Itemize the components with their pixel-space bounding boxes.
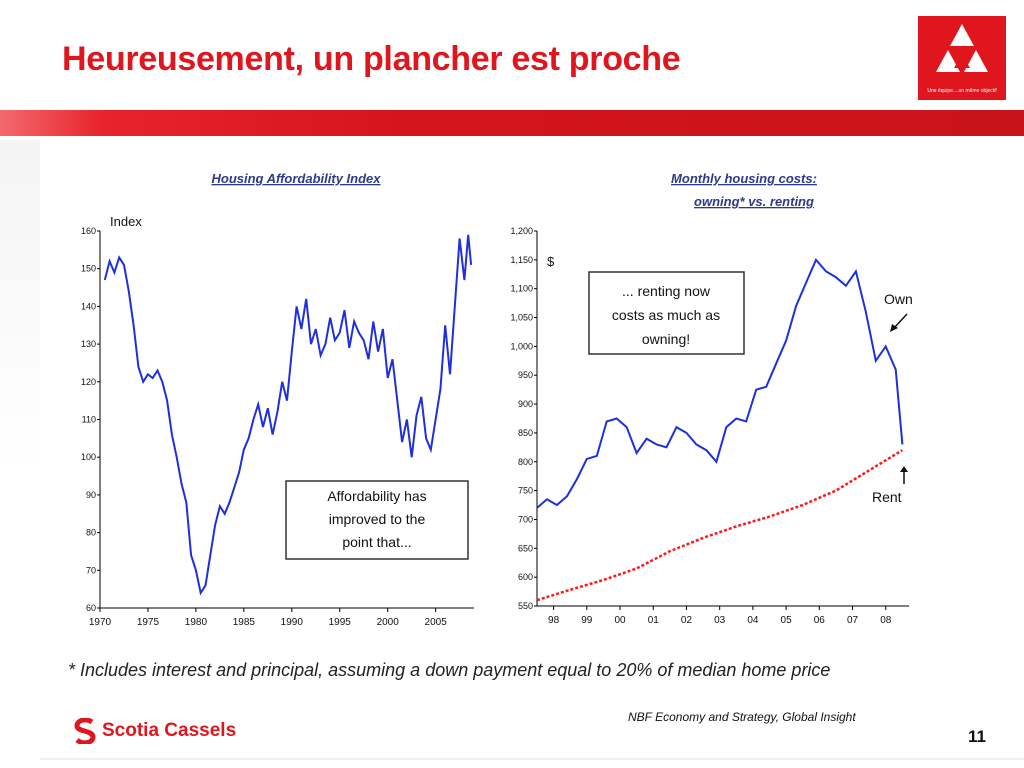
- x-tick-label: 06: [813, 615, 825, 626]
- y-tick-label: 1,000: [510, 341, 533, 352]
- right-chart-ylabel: $: [547, 254, 555, 269]
- x-tick-label: 00: [614, 615, 626, 626]
- logo-tagline: Une équipe....un même objectif: [927, 88, 997, 94]
- x-tick-label: 1970: [88, 617, 112, 628]
- x-tick-label: 98: [548, 615, 560, 626]
- y-tick-label: 1,150: [510, 254, 533, 265]
- left-chart-title: Housing Affordability Index: [211, 171, 381, 186]
- page-number: 11: [968, 727, 986, 746]
- brand-name: Scotia Cassels: [102, 720, 237, 741]
- y-tick-label: 110: [81, 414, 96, 425]
- left-chart-ylabel: Index: [110, 214, 142, 229]
- y-tick-label: 750: [517, 485, 533, 496]
- footnote: * Includes interest and principal, assuming a down payment equal to 20% of median home price: [68, 660, 831, 680]
- x-tick-label: 04: [747, 615, 759, 626]
- y-tick-label: 60: [85, 603, 96, 613]
- x-tick-label: 2000: [376, 617, 399, 628]
- right-annotation-line-2: costs as much as: [611, 307, 721, 323]
- rent-series-line: [537, 450, 902, 600]
- y-tick-label: 70: [85, 565, 96, 576]
- x-tick-label: 1980: [184, 617, 208, 628]
- x-tick-label: 07: [846, 615, 859, 626]
- x-tick-label: 1985: [232, 617, 255, 628]
- scotia-cassels-logo: [74, 717, 236, 745]
- x-tick-label: 08: [880, 615, 892, 626]
- y-tick-label: 1,100: [510, 283, 533, 294]
- right-chart-title-line-2: owning* vs. renting: [694, 194, 814, 209]
- y-tick-label: 550: [517, 601, 533, 611]
- y-tick-label: 1,050: [510, 312, 533, 323]
- y-tick-label: 650: [517, 543, 533, 554]
- right-annotation-line-3: owning!: [641, 331, 691, 347]
- charts-svg: [64, 156, 912, 640]
- x-tick-label: 1990: [280, 617, 303, 628]
- left-annotation-line-3: point that...: [342, 534, 412, 550]
- y-tick-label: 850: [517, 427, 533, 438]
- y-tick-label: 700: [517, 514, 533, 525]
- y-tick-label: 160: [80, 226, 96, 236]
- y-tick-label: 150: [80, 263, 96, 274]
- x-tick-label: 99: [581, 615, 593, 626]
- slide-title: Heureusement, un plancher est proche: [62, 40, 681, 78]
- rent-arrowhead-icon: [900, 466, 908, 472]
- header-band: [0, 110, 1024, 136]
- own-series-label: Own: [884, 291, 912, 307]
- source-note: NBF Economy and Strategy, Global Insight: [628, 710, 856, 724]
- y-tick-label: 140: [80, 301, 96, 312]
- x-tick-label: 2005: [424, 617, 447, 628]
- y-tick-label: 1,200: [510, 226, 533, 236]
- x-tick-label: 03: [714, 615, 726, 626]
- right-annotation-line-1: ... renting now: [622, 283, 710, 299]
- x-tick-label: 1995: [328, 617, 351, 628]
- charts-image: [64, 156, 912, 640]
- company-logo: [918, 16, 1006, 100]
- y-tick-label: 100: [80, 452, 96, 463]
- own-arrow-icon: [894, 314, 907, 328]
- right-chart: [510, 171, 912, 626]
- y-tick-label: 800: [517, 456, 533, 467]
- scotia-s-icon: [74, 718, 96, 744]
- side-shade: [0, 140, 40, 470]
- y-tick-label: 950: [517, 370, 533, 381]
- rent-series-label: Rent: [872, 489, 902, 505]
- left-chart: [81, 171, 474, 628]
- left-annotation-line-1: Affordability has: [327, 488, 427, 504]
- y-tick-label: 600: [517, 572, 533, 583]
- y-tick-label: 120: [80, 376, 96, 387]
- y-tick-label: 90: [85, 489, 96, 500]
- y-tick-label: 130: [80, 339, 96, 350]
- x-tick-label: 01: [647, 615, 659, 626]
- x-tick-label: 1975: [136, 617, 160, 628]
- x-tick-label: 05: [780, 615, 792, 626]
- footer-divider: [40, 758, 1024, 760]
- right-chart-title-line-1: Monthly housing costs:: [671, 171, 817, 186]
- left-annotation-line-2: improved to the: [328, 511, 426, 527]
- y-tick-label: 80: [85, 527, 96, 538]
- x-tick-label: 02: [680, 615, 693, 626]
- y-tick-label: 900: [517, 399, 533, 410]
